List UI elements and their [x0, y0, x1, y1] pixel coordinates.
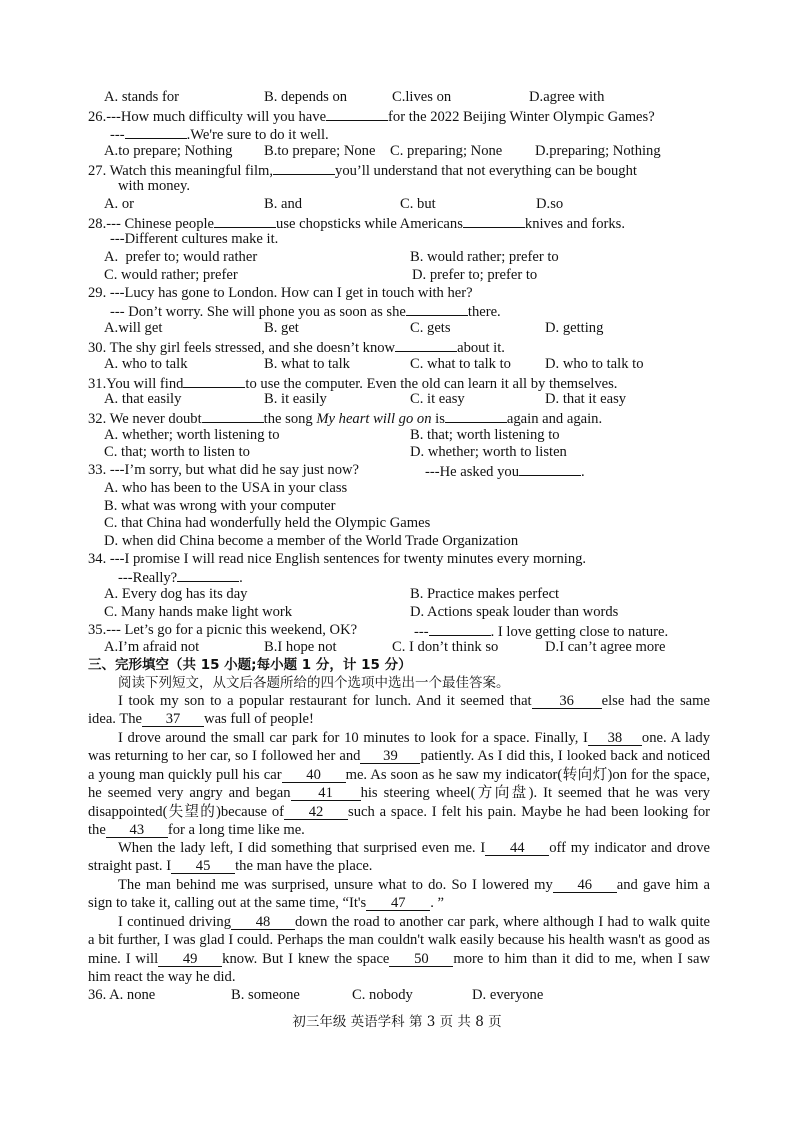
q30-option-a: A. who to talk: [104, 356, 188, 372]
q34-reply: ---Really? .: [118, 567, 243, 587]
passage-paragraph-4: The man behind me was surprised, unsure what to do. So I lowered my 46 and gave him a sign to take it, calling out at the same time, “It's 47 . ”: [88, 877, 710, 912]
q29-option-c: C. gets: [410, 320, 451, 336]
q35-option-a: A.I’m afraid not: [104, 639, 200, 655]
q32-option-c: C. that; worth to listen to: [104, 444, 250, 460]
q28-stem: 28.--- Chinese people use chopsticks while Americans knives and forks.: [88, 213, 625, 233]
q31-option-c: C. it easy: [410, 391, 465, 407]
q33-reply: ---He asked you .: [425, 461, 585, 481]
q29-option-b: B. get: [264, 320, 299, 336]
q30-option-c: C. what to talk to: [410, 356, 511, 372]
q35-option-c: C. I don’t think so: [392, 639, 499, 655]
q25-option-a: A. stands for: [104, 89, 179, 105]
q26-option-b: B.to prepare; None: [264, 143, 376, 159]
q28-option-c: C. would rather; prefer: [104, 267, 238, 283]
q32-option-a: A. whether; worth listening to: [104, 427, 280, 443]
q34-option-b: B. Practice makes perfect: [410, 586, 560, 602]
q35-option-d: D.I can’t agree more: [545, 639, 666, 655]
q31-option-d: D. that it easy: [545, 391, 627, 407]
q36-option-c: C. nobody: [352, 987, 413, 1003]
q35-stem: 35.--- Let’s go for a picnic this weekend, OK?: [88, 622, 358, 638]
q33-option-b: B. what was wrong with your computer: [104, 498, 336, 514]
q33-stem: 33. ---I’m sorry, but what did he say just now?: [88, 462, 360, 478]
q33-option-d: D. when did China become a member of the World Trade Organization: [104, 533, 519, 549]
q30-stem: 30. The shy girl feels stressed, and she doesn’t know about it.: [88, 337, 505, 357]
q27-option-b: B. and: [264, 196, 303, 212]
q30-option-d: D. who to talk to: [545, 356, 644, 372]
q34-option-d: D. Actions speak louder than words: [410, 604, 619, 620]
q33-option-a: A. who has been to the USA in your class: [104, 480, 348, 496]
q26-stem: 26.---How much difficulty will you have for the 2022 Beijing Winter Olympic Games?: [88, 106, 655, 126]
q26-reply: --- .We're sure to do it well.: [110, 124, 329, 144]
q31-option-a: A. that easily: [104, 391, 182, 407]
q26-option-a: A.to prepare; Nothing: [104, 143, 233, 159]
q28-reply: ---Different cultures make it.: [110, 231, 279, 247]
q31-option-b: B. it easily: [264, 391, 327, 407]
q27-stem-cont: with money.: [118, 178, 191, 194]
q29-option-d: D. getting: [545, 320, 604, 336]
q35-option-b: B.I hope not: [264, 639, 337, 655]
q36-option-d: D. everyone: [472, 987, 544, 1003]
q29-option-a: A.will get: [104, 320, 163, 336]
passage-paragraph-3: When the lady left, I did something that surprised even me. I 44 off my indicator and drove straight past. I 45 the man have the place.: [88, 840, 710, 875]
q28-option-a: A. prefer to; would rather: [104, 249, 258, 265]
passage-paragraph-5: I continued driving 48 down the road to another car park, where although I had to walk quite a bit further, I was glad I could. Perhaps the man couldn't walk easily because his health wasn't as good as mine. I will 49 know. But I knew the space 50 more to him than it did to me, when I saw him react the way he did.: [88, 914, 710, 986]
q27-stem: 27. Watch this meaningful film, you’ll understand that not everything can be bought: [88, 160, 637, 180]
q27-option-a: A. or: [104, 196, 134, 212]
q29-stem: 29. ---Lucy has gone to London. How can I get in touch with her?: [88, 285, 473, 301]
q25-option-d: D.agree with: [529, 89, 605, 105]
q27-option-d: D.so: [536, 196, 564, 212]
q36-option-a: 36. A. none: [88, 987, 156, 1003]
q34-option-a: A. Every dog has its day: [104, 586, 248, 602]
q25-option-b: B. depends on: [264, 89, 348, 105]
q26-option-d: D.preparing; Nothing: [535, 143, 661, 159]
q34-option-c: C. Many hands make light work: [104, 604, 293, 620]
q27-option-c: C. but: [400, 196, 436, 212]
q28-option-b: B. would rather; prefer to: [410, 249, 559, 265]
passage-paragraph-2: I drove around the small car park for 10 minutes to look for a space. Finally, I 38 one. A lady was returning to her car, so I followed her and 39 patiently. As I did this, I looked back and noticed a young man quickly pull his car 40 me. As soon as he saw my indicator(转向灯)on for the space, he seemed very angry and began 41 his steering wheel(方向盘). It seemed that he was very disappointed(失望的)because of 42 such a space. I felt his pain. Maybe he had been looking for the 43 for a long time like me.: [88, 730, 711, 839]
q29-reply: --- Don’t worry. She will phone you as soon as she there.: [110, 301, 501, 321]
passage-paragraph-1: I took my son to a popular restaurant for lunch. And it seemed that 36 else had the same idea. The 37 was full of people!: [88, 693, 710, 728]
q35-reply: --- . I love getting close to nature.: [414, 621, 668, 641]
q28-option-d: D. prefer to; prefer to: [412, 267, 538, 283]
q32-stem: 32. We never doubt the song My heart will go on is again and again.: [88, 408, 602, 428]
q32-option-b: B. that; worth listening to: [410, 427, 560, 443]
q34-stem: 34. ---I promise I will read nice English sentences for twenty minutes every morning.: [88, 551, 587, 567]
page-footer: 初三年级 英语学科 第 3 页 共 8 页: [292, 1014, 502, 1030]
section-title: 三、完形填空（共 15 小题;每小题 1 分，计 15 分）: [88, 657, 412, 673]
section-instruction: 阅读下列短文，从文后各题所给的四个选项中选出一个最佳答案。: [118, 675, 510, 691]
q30-option-b: B. what to talk: [264, 356, 350, 372]
q26-option-c: C. preparing; None: [390, 143, 503, 159]
q31-stem: 31.You will find to use the computer. Even the old can learn it all by themselves.: [88, 373, 617, 393]
q36-option-b: B. someone: [231, 987, 300, 1003]
q32-option-d: D. whether; worth to listen: [410, 444, 567, 460]
q25-option-c: C.lives on: [392, 89, 452, 105]
q33-option-c: C. that China had wonderfully held the Olympic Games: [104, 515, 431, 531]
